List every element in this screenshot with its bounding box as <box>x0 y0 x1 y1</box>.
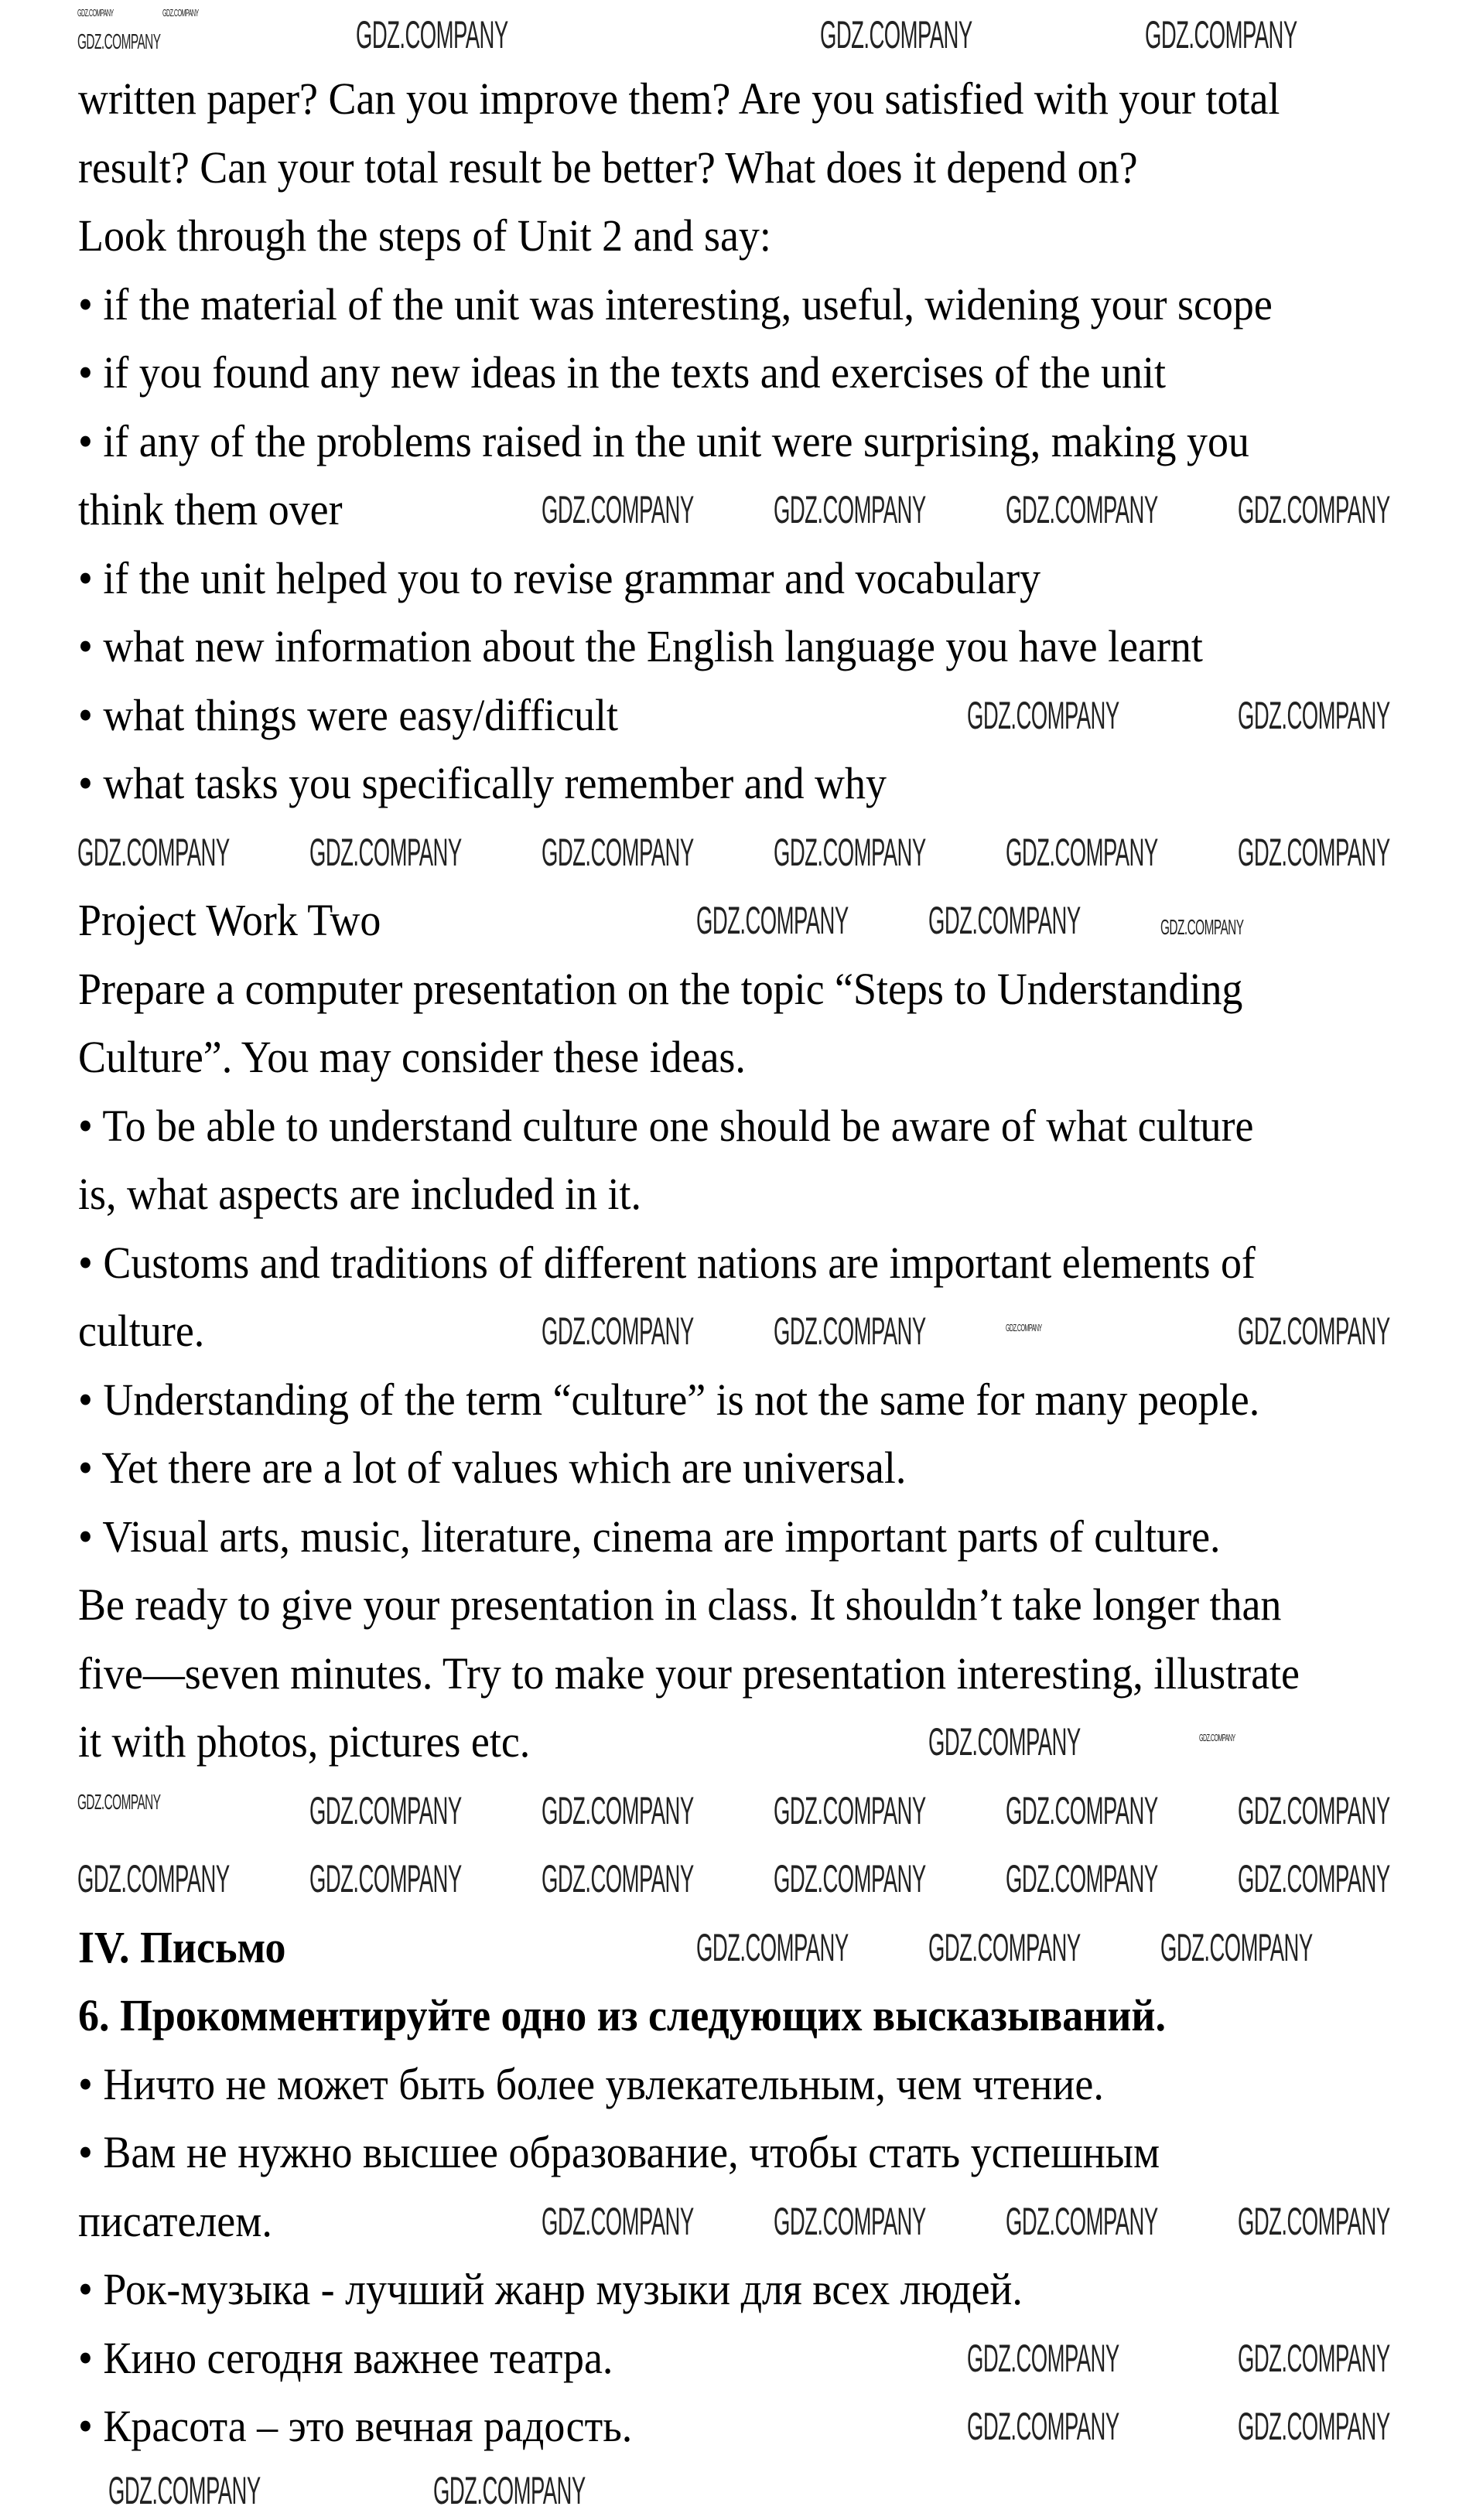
watermark-text: GDZ.COMPANY <box>928 1720 1081 1764</box>
watermark-text: GDZ.COMPANY <box>967 2337 1119 2380</box>
watermark-text: GDZ.COMPANY <box>542 831 694 874</box>
watermark-text: GDZ.COMPANY <box>1238 2200 1390 2243</box>
watermark-text: GDZ.COMPANY <box>1006 831 1158 874</box>
watermark-text: GDZ.COMPANY <box>77 1790 161 1814</box>
bullet-item: • Yet there are a lot of values which are universal. <box>78 1443 907 1493</box>
text-line: is, what aspects are included in it. <box>78 1169 641 1219</box>
watermark-text: GDZ.COMPANY <box>1238 1310 1390 1353</box>
watermark-text: GDZ.COMPANY <box>928 899 1081 942</box>
bullet-item: • Красота – это вечная радость. <box>78 2401 633 2451</box>
watermark-text: GDZ.COMPANY <box>1238 2337 1390 2380</box>
document-page <box>78 65 1445 2461</box>
bullet-item: • if you found any new ideas in the texts and exercises of the unit <box>78 347 1166 398</box>
text-line: it with photos, pictures etc. <box>78 1716 531 1767</box>
watermark-text: GDZ.COMPANY <box>77 1857 230 1900</box>
text-line: писателем. <box>78 2195 272 2246</box>
watermark-text: GDZ.COMPANY <box>774 488 926 531</box>
bullet-item: • if the unit helped you to revise grammar and vocabulary <box>78 552 1041 603</box>
task-title: 6. Прокомментируйте одно из следующих высказываний. <box>78 1990 1167 2040</box>
watermark-text: GDZ.COMPANY <box>696 1926 849 1969</box>
bullet-item: • Кино сегодня важнее театра. <box>78 2332 613 2383</box>
watermark-text: GDZ.COMPANY <box>542 1857 694 1900</box>
watermark-text: GDZ.COMPANY <box>77 7 114 19</box>
watermark-text: GDZ.COMPANY <box>108 2469 261 2512</box>
bullet-item: • if the material of the unit was interesting, useful, widening your scope <box>78 278 1273 330</box>
bullet-item: • Understanding of the term “culture” is not the same for many people. <box>78 1374 1260 1425</box>
watermark-text: GDZ.COMPANY <box>928 1926 1081 1969</box>
watermark-text: GDZ.COMPANY <box>309 1857 462 1900</box>
watermark-text: GDZ.COMPANY <box>1006 2200 1158 2243</box>
watermark-text: GDZ.COMPANY <box>1238 694 1390 737</box>
watermark-text: GDZ.COMPANY <box>774 2200 926 2243</box>
watermark-text: GDZ.COMPANY <box>774 1310 926 1353</box>
watermark-text: GDZ.COMPANY <box>433 2469 586 2512</box>
text-line: result? Can your total result be better? What does it depend on? <box>78 142 1138 193</box>
bullet-item: • Customs and traditions of different nations are important elements of <box>78 1237 1256 1288</box>
bullet-item: • To be able to understand culture one should be aware of what culture <box>78 1100 1254 1151</box>
watermark-text: GDZ.COMPANY <box>1199 1732 1235 1743</box>
watermark-text: GDZ.COMPANY <box>309 831 462 874</box>
watermark-text: GDZ.COMPANY <box>77 29 161 53</box>
watermark-text: GDZ.COMPANY <box>1160 915 1244 939</box>
watermark-text: GDZ.COMPANY <box>774 831 926 874</box>
watermark-text: GDZ.COMPANY <box>1238 488 1390 531</box>
watermark-text: GDZ.COMPANY <box>1145 13 1297 56</box>
watermark-text: GDZ.COMPANY <box>1238 1789 1390 1832</box>
watermark-text: GDZ.COMPANY <box>162 7 199 19</box>
watermark-text: GDZ.COMPANY <box>1006 488 1158 531</box>
project-title: Project Work Two <box>78 895 381 945</box>
bullet-item: • what new information about the English language you have learnt <box>78 621 1203 671</box>
watermark-text: GDZ.COMPANY <box>309 1789 462 1832</box>
text-line: written paper? Can you improve them? Are you satisfied with your total <box>78 73 1280 124</box>
watermark-text: GDZ.COMPANY <box>542 488 694 531</box>
bullet-item: • Visual arts, music, literature, cinema are important parts of culture. <box>78 1511 1221 1562</box>
watermark-text: GDZ.COMPANY <box>542 1789 694 1832</box>
watermark-text: GDZ.COMPANY <box>542 1310 694 1353</box>
watermark-text: GDZ.COMPANY <box>774 1789 926 1832</box>
text-line: Be ready to give your presentation in class. It shouldn’t take longer than <box>78 1579 1282 1630</box>
text-line: think them over <box>78 484 343 534</box>
bullet-item: • Ничто не может быть более увлекательным, чем чтение. <box>78 2058 1104 2109</box>
watermark-text: GDZ.COMPANY <box>967 2405 1119 2448</box>
bullet-item: • if any of the problems raised in the unit were surprising, making you <box>78 415 1249 466</box>
watermark-text: GDZ.COMPANY <box>967 694 1119 737</box>
bullet-item: • what things were easy/difficult <box>78 689 618 740</box>
section-title: IV. Письмо <box>78 1921 286 1972</box>
watermark-text: GDZ.COMPANY <box>542 2200 694 2243</box>
bullet-item: • Рок-музыка - лучший жанр музыки для всех людей. <box>78 2264 1023 2314</box>
watermark-text: GDZ.COMPANY <box>356 13 508 56</box>
watermark-text: GDZ.COMPANY <box>820 13 972 56</box>
watermark-text: GDZ.COMPANY <box>77 831 230 874</box>
watermark-text: GDZ.COMPANY <box>1006 1857 1158 1900</box>
watermark-text: GDZ.COMPANY <box>1160 1926 1313 1969</box>
watermark-text: GDZ.COMPANY <box>1006 1789 1158 1832</box>
bullet-item: • Вам не нужно высшее образование, чтобы стать успешным <box>78 2127 1160 2177</box>
text-line: Culture”. You may consider these ideas. <box>78 1032 746 1082</box>
watermark-text: GDZ.COMPANY <box>1238 831 1390 874</box>
text-line: five—seven minutes. Try to make your presentation interesting, illustrate <box>78 1648 1300 1699</box>
text-line: Prepare a computer presentation on the topic “Steps to Understanding <box>78 963 1243 1014</box>
text-line: culture. <box>78 1306 205 1356</box>
watermark-text: GDZ.COMPANY <box>1238 1857 1390 1900</box>
watermark-text: GDZ.COMPANY <box>696 899 849 942</box>
watermark-text: GDZ.COMPANY <box>1006 1322 1042 1333</box>
watermark-text: GDZ.COMPANY <box>1238 2405 1390 2448</box>
text-line: Look through the steps of Unit 2 and say: <box>78 210 771 261</box>
watermark-text: GDZ.COMPANY <box>774 1857 926 1900</box>
bullet-item: • what tasks you specifically remember and why <box>78 758 887 808</box>
